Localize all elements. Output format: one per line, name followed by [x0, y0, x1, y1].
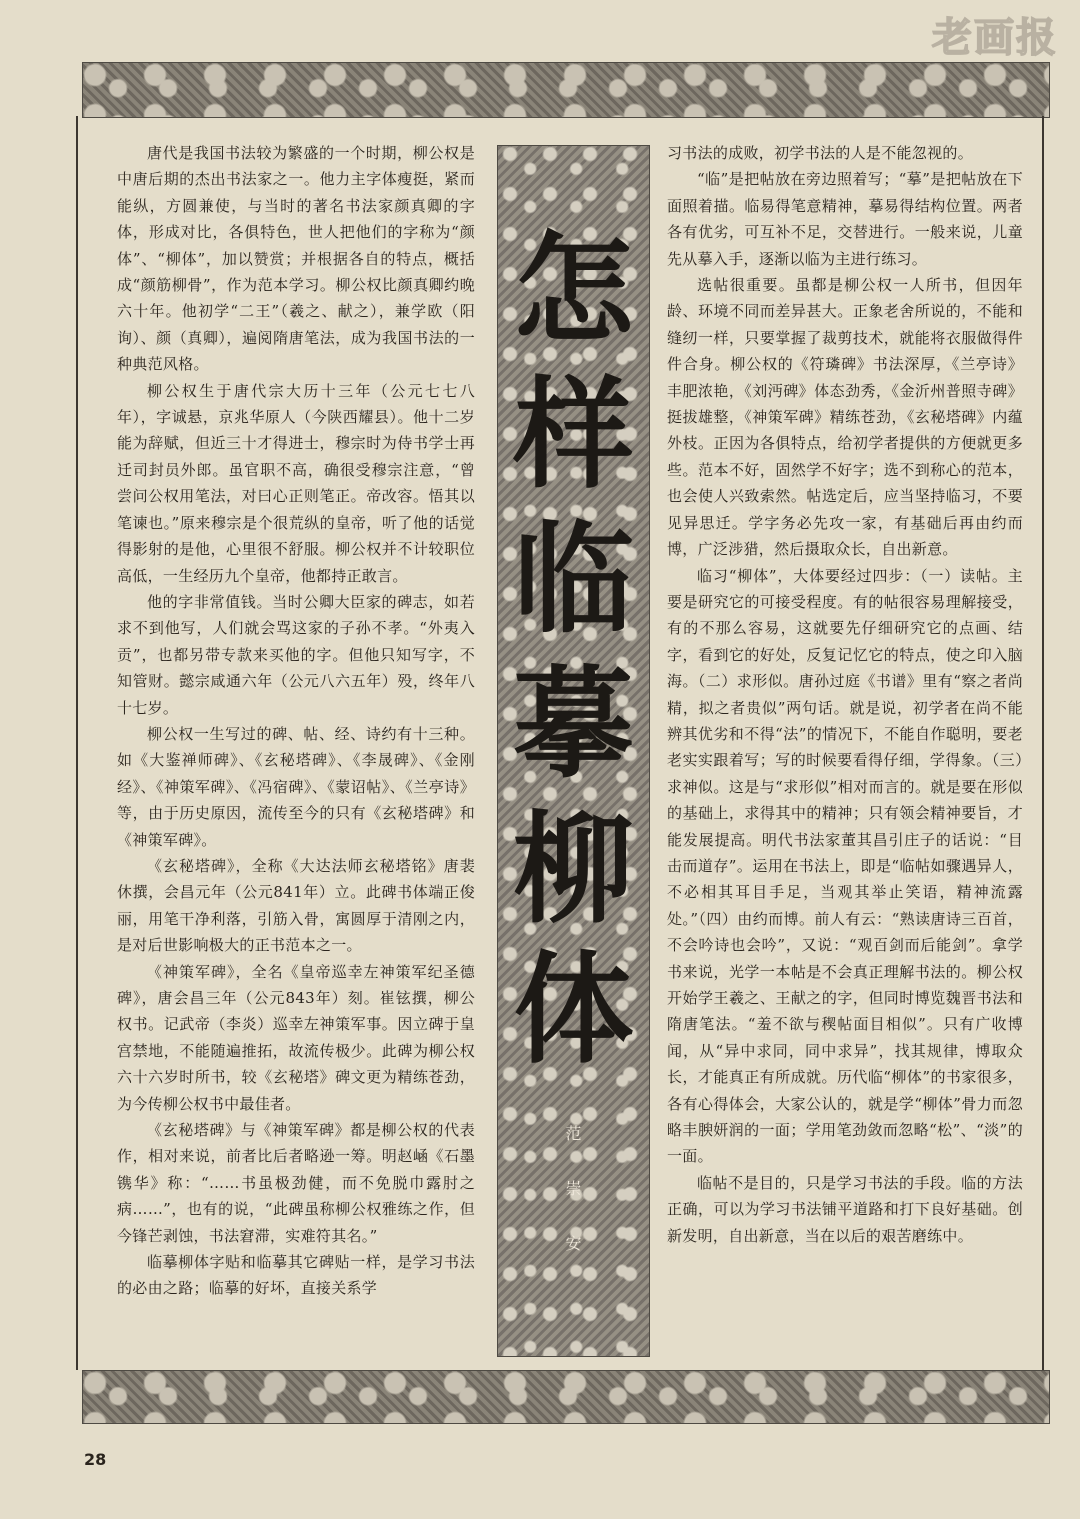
paragraph: 《玄秘塔碑》与《神策军碑》都是柳公权的代表作，相对来说，前者比后者略逊一筹。明赵崡《石墨镌华》称：“……书虽极劲健，而不免脱巾露肘之病……”，也有的说，“此碑虽称柳公权雅练之作，但今锋芒剥蚀，书法窘滞，实难符其名。”: [117, 1121, 475, 1245]
right-column: [667, 140, 1023, 1249]
paragraph: 《神策军碑》，全名《皇帝巡幸左神策军纪圣德碑》，唐会昌三年（公元843年）刻。崔铉撰，柳公权书。记武帝（李炎）巡幸左神策军事。因立碑于皇宫禁地，不能随遍推拓，故流传极少。此碑为柳公权六十六岁时所书，较《玄秘塔》碑文更为精练苍劲，为今传柳公权书中最佳者。: [117, 962, 475, 1113]
paragraph: 临摹柳体字贴和临摹其它碑贴一样，是学习书法的必由之路；临摹的好坏，直接关系学: [117, 1253, 475, 1298]
title-char: 临: [513, 511, 634, 650]
paragraph: 唐代是我国书法较为繁盛的一个时期，柳公权是中唐后期的杰出书法家之一。他力主字体瘦挺，紧而能纵，方圆兼使，与当时的著名书法家颜真卿的字体，形成对比，各俱特色，世人把他们的字称为“颜体”、“柳体”，加以赞赏；并根据各自的特点，概括成“颜筋柳骨”，作为范本学习。柳公权比颜真卿约晚六十年。他初学“二王”（羲之、献之），兼学欧（阳询）、颜（真卿），遍阅隋唐笔法，成为我国书法的一种典范风格。: [117, 144, 475, 374]
watermark-logo: 老画报: [932, 15, 1058, 61]
author-char: 范: [565, 1124, 582, 1143]
title-char: 怎: [513, 221, 634, 360]
paragraph: 柳公权生于唐代宗大历十三年（公元七七八年），字诚悬，京兆华原人（今陕西耀县）。他十二岁能为辞赋，但近三十才得进士，穆宗时为侍书学士再迁司封员外郎。虽官职不高，确很受穆宗注意，“曾尝问公权用笔法，对曰心正则笔正。帝改容。悟其以笔谏也。”原来穆宗是个很荒纵的皇帝，听了他的话觉得影射的是他，心里很不舒服。柳公权并不计较职位高低，一生经历九个皇帝，他都持正敢言。: [117, 381, 475, 585]
page-number: 28: [84, 1450, 107, 1469]
author-char: 崇: [565, 1179, 582, 1198]
title-char: 样: [513, 366, 634, 505]
author-char: 安: [565, 1234, 582, 1253]
paragraph: 他的字非常值钱。当时公卿大臣家的碑志，如若求不到他写，人们就会骂这家的子孙不孝。“外夷入贡”，也都另带专款来买他的字。但他只知写字，不知管财。懿宗咸通六年（公元八六五年）殁，终年八十七岁。: [117, 592, 475, 717]
paragraph: 选帖很重要。虽都是柳公权一人所书，但因年龄、环境不同而差异甚大。正象老舍所说的，不能和缝纫一样，只要掌握了裁剪技术，就能将衣服做得件件合身。柳公权的《符璘碑》书法深厚，《兰亭诗》丰肥浓艳，《刘沔碑》体态劲秀，《金沂州普照寺碑》挺拔雄整，《神策军碑》精练苍劲，《玄秘塔碑》内蕴外枝。正因为各俱特点，给初学者提供的方便就更多些。范本不好，固然学不好字；选不到称心的范本，也会使人兴致索然。帖选定后，应当坚持临习，不要见异思迁。学字务必先攻一家，有基础后再由约而博，广泛涉猎，然后摄取众长，自出新意。: [667, 276, 1023, 559]
bottom-decorative-band: [82, 1370, 1050, 1424]
paragraph: 临习“柳体”，大体要经过四步：（一）读帖。主要是研究它的可接受程度。有的帖很容易理解接受，有的不那么容易，这就要先仔细研究它的点画、结字，看到它的好处，反复记忆它的特点，使之印入脑海。（二）求形似。唐孙过庭《书谱》里有“察之者尚精，拟之者贵似”两句话。就是说，初学者在尚不能辨其优劣和不得“法”的情况下，不能自作聪明，要老老实实跟着写；写的时候要看得仔细，学得象。（三）求神似。这是与“求形似”相对而言的。就是要在形似的基础上，求得其中的精神；只有领会精神要旨，才能发展提高。明代书法家董其昌引庄子的话说：“目击而道存”。运用在书法上，即是“临帖如骤遇异人，不必相其耳目手足，当观其举止笑语，精神流露处。”（四）由约而博。前人有云：“熟读唐诗三百首，不会吟诗也会吟”，又说：“观百剑而后能剑”。拿学书来说，光学一本帖是不会真正理解书法的。柳公权开始学王羲之、王献之的字，但同时博览魏晋书法和隋唐笔法。“羞不欲与稧帖面目相似”。只有广收博闻，从“异中求同，同中求异”，找其规律，博取众长，才能真正有所成就。历代临“柳体”的书家很多，各有心得体会，大家公认的，就是学“柳体”骨力而忽略丰腴妍润的一面；学用笔劲敛而忽略“松”、“淡”的一面。: [667, 566, 1023, 1166]
article-title-panel: [497, 145, 650, 1357]
paragraph: “临”是把帖放在旁边照着写；“摹”是把帖放在下面照着描。临易得笔意精神，摹易得结构位置。两者各有优劣，可互补不足，交替进行。一般来说，儿童先从摹入手，逐渐以临为主进行练习。: [667, 170, 1023, 268]
paragraph: 临帖不是目的，只是学习书法的手段。临的方法正确，可以为学习书法铺平道路和打下良好基础。创新发明，自出新意，当在以后的艰苦磨练中。: [667, 1173, 1023, 1245]
left-column: [117, 140, 475, 1302]
title-char: 柳: [513, 801, 634, 940]
top-decorative-band: [82, 62, 1050, 118]
title-char: 摹: [513, 656, 634, 795]
paragraph: 柳公权一生写过的碑、帖、经、诗约有十三种。如《大鉴禅师碑》、《玄秘塔碑》、《李晟碑》、《金刚经》、《神策军碑》、《冯宿碑》、《蒙诏帖》、《兰亭诗》等，由于历史原因，流传至今的只有《玄秘塔碑》和《神策军碑》。: [117, 724, 475, 849]
paragraph: 《玄秘塔碑》，全称《大达法师玄秘塔铭》唐裴休撰，会昌元年（公元841年）立。此碑书体端正俊丽，用笔干净利落，引筋入骨，寓圆厚于清刚之内，是对后世影响极大的正书范本之一。: [117, 856, 475, 955]
paragraph: 习书法的成败，初学书法的人是不能忽视的。: [667, 144, 974, 162]
title-char: 体: [513, 941, 634, 1080]
